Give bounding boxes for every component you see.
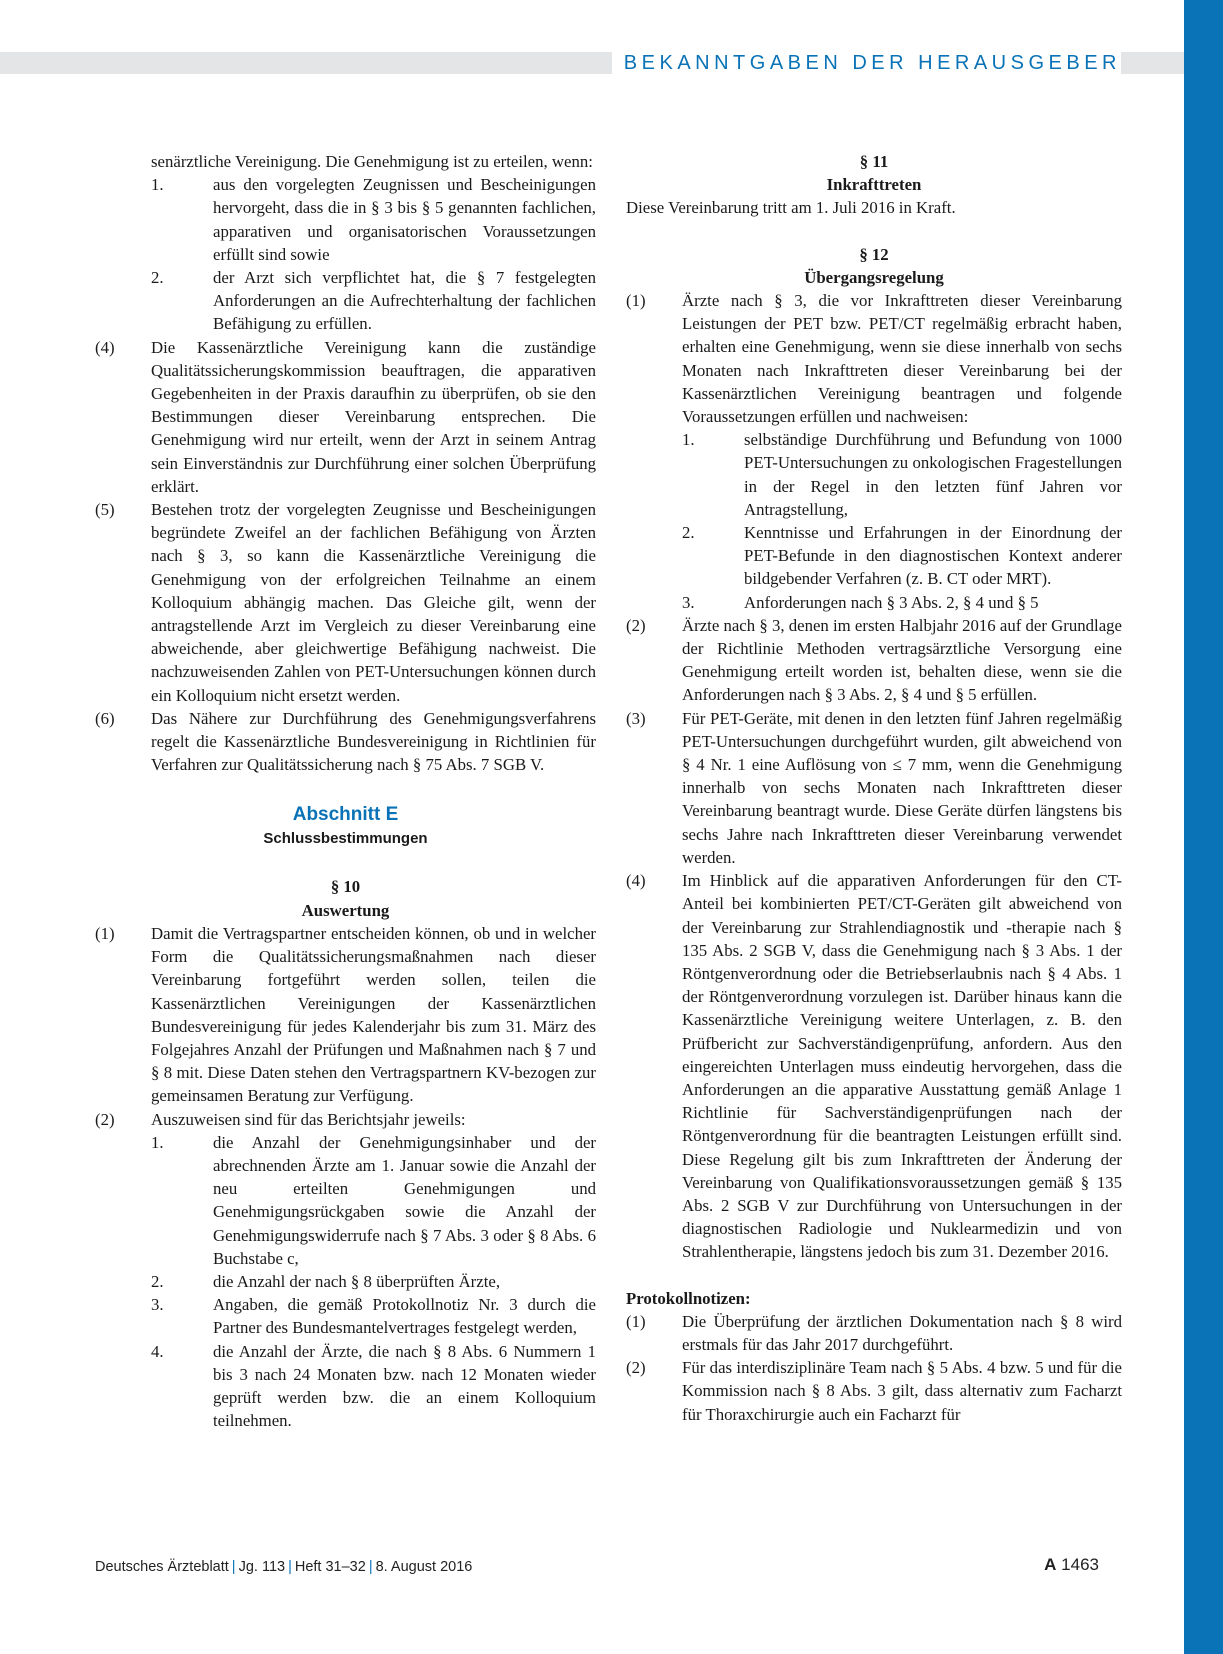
list-text: die Anzahl der Ärzte, die nach § 8 Abs. 6 Nummern 1 bis 3 nach 24 Monaten bzw. nach 12 Monaten wieder geprüft werden bzw. die an einem Kolloquium teilnehmen. [213, 1341, 596, 1431]
intro-list [151, 173, 596, 335]
paragraph [626, 289, 1122, 428]
paragraph-number: (2) [626, 1358, 646, 1378]
paragraph-text: Ärzte nach § 3, die vor Inkrafttreten dieser Vereinbarung Leistungen der PET bzw. PET/CT regelmäßig erbracht haben, erhalten eine Genehmigung, wenn sie diese innerhalb von sechs Monaten nach Inkrafttreten dieser Vereinbarung bei der Kassenärztlichen Vereinigung beantragen und folgende Voraussetzungen erfüllen und nachweisen: [682, 291, 1122, 427]
page-footer: Deutsches Ärzteblatt | Jg. 113 | Heft 31–32 | 8. August 2016 [95, 1559, 473, 1575]
list-item [682, 521, 1122, 591]
list-item [151, 173, 596, 266]
section-title: Abschnitt E [292, 804, 399, 826]
page-number [1044, 1553, 1099, 1576]
paragraph-text: Die Überprüfung der ärztlichen Dokumentation nach § 8 wird erstmals für das Jahr 2017 durchgeführt. [682, 1311, 1122, 1354]
paragraph-number: (6) [95, 708, 115, 728]
list-text: die Anzahl der nach § 8 überprüften Ärzte, [213, 1271, 501, 1291]
list-number: 2. [151, 268, 164, 288]
protocol-notes-title: Protokollnotizen: [626, 1288, 751, 1308]
page-number-value: 1463 [1061, 1555, 1099, 1574]
paragraph-text: Das Nähere zur Durchführung des Genehmigungsverfahrens regelt die Kassenärztliche Bundesvereinigung in Richtlinien für Verfahren zur Qualitätssicherung nach § 75 Abs. 7 SGB V. [151, 708, 596, 775]
paragraph-number: (2) [626, 615, 646, 635]
numbered-list [682, 428, 1122, 614]
paragraph-number: (1) [95, 923, 115, 943]
paragraph-text: Bestehen trotz der vorgelegten Zeugnisse und Bescheinigungen begründete Zweifel an der fachlichen Befähigung von Ärzten nach § 3, so kann die Kassenärztliche Vereinigung die Genehmigung von der erfolgreichen Teilnahme an einem Kolloquium abhängig machen. Das Gleiche gilt, wenn der antragstellende Arzt im Vergleich zu dieser Vereinbarung eine abweichende, aber gleichwertige Befähigung nachweist. Die nachzuweisenden Zahlen von PET-Untersuchungen können durch ein Kolloquium nicht ersetzt werden. [151, 500, 596, 705]
list-item [682, 428, 1122, 521]
list-text: Angaben, die gemäß Protokollnotiz Nr. 3 durch die Partner des Bundesmantelvertrages festgelegt werden, [213, 1295, 596, 1338]
paragraph-number: (4) [95, 337, 115, 357]
section-subtitle: Schlussbestimmungen [263, 830, 428, 848]
list-text: selbständige Durchführung und Befundung von 1000 PET-Untersuchungen zu onkologischen Fragestellungen in der Regel in den letzten fünf Jahren vor Antragstellung, [744, 430, 1122, 519]
paragraph-text: Diese Vereinbarung tritt am 1. Juli 2016 in Kraft. [626, 198, 956, 218]
numbered-list [151, 1131, 596, 1433]
list-item [151, 1131, 596, 1270]
paragraph-text: Damit die Vertragspartner entscheiden können, ob und in welcher Form die Qualitätssicherungsmaßnahmen nach dieser Vereinbarung fortgeführt werden sollen, teilen die Kassenärztlichen Vereinigungen der Kassenärztlichen Bundesvereinigung für jedes Kalenderjahr bis zum 31. März des Folgejahres Anzahl der Prüfungen und Maßnahmen nach § 7 und § 8 mit. Diese Daten stehen den Vertragspartnern KV-bezogen zur gemeinsamen Beratung zur Verfügung. [151, 923, 596, 1106]
list-number: 3. [682, 592, 695, 612]
list-number: 1. [151, 1132, 164, 1152]
list-number: 3. [151, 1295, 164, 1315]
list-text: aus den vorgelegten Zeugnissen und Bescheinigungen hervorgeht, dass die in § 3 bis § 5 genannten fachlichen, apparativen und organisatorischen Voraussetzungen erfüllt sind sowie [213, 175, 596, 264]
paragraph [626, 614, 1122, 707]
paragraph-number: (3) [626, 708, 646, 728]
paragraph-heading-title: Übergangsregelung [804, 267, 944, 287]
list-number: 1. [682, 430, 695, 450]
list-number: 1. [151, 175, 164, 195]
paragraph-text: Für PET-Geräte, mit denen in den letzten fünf Jahren regelmäßig PET-Untersuchungen durchgeführt wurden, gilt abweichend von § 4 Nr. 1 eine Auflösung von ≤ 7 mm, wenn die Genehmigung innerhalb von sechs Monaten nach Inkrafttreten dieser Vereinbarung beantragt wurde. Diese Geräte dürfen längstens bis sechs Jahre nach Inkrafttreten dieser Vereinbarung verwendet werden. [682, 708, 1122, 867]
paragraph-heading-number: § 12 [859, 244, 889, 264]
left-column [95, 150, 596, 1432]
list-item [151, 1340, 596, 1433]
list-item [682, 591, 1122, 614]
side-accent-bar [1184, 0, 1223, 1654]
publication-date: 8. August 2016 [375, 1559, 473, 1575]
paragraph-number: (1) [626, 1311, 646, 1331]
right-column [626, 150, 1122, 1426]
paragraph [95, 1108, 596, 1131]
paragraph [626, 869, 1122, 1263]
paragraph-number: (1) [626, 291, 646, 311]
paragraph-number: (5) [95, 500, 115, 520]
list-text: Kenntnisse und Erfahrungen in der Einordnung der PET-Befunde in den diagnostischen Kontext anderer bildgebender Verfahren (z. B. CT oder MRT). [744, 523, 1122, 589]
list-number: 2. [151, 1271, 164, 1291]
paragraph [95, 707, 596, 777]
paragraph-text: Auszuweisen sind für das Berichtsjahr jeweils: [151, 1109, 466, 1129]
list-number: 4. [151, 1341, 164, 1361]
journal-volume: Jg. 113 [238, 1559, 286, 1575]
list-text: die Anzahl der Genehmigungsinhaber und der abrechnenden Ärzte am 1. Januar sowie die Anzahl der neu erteilten Genehmigungen und Genehmigungsrückgaben sowie die Anzahl der Genehmigungswiderrufe nach § 7 Abs. 3 oder § 8 Abs. 6 Buchstabe c, [213, 1132, 596, 1268]
paragraph-heading-title: Auswertung [301, 900, 390, 920]
list-number: 2. [682, 523, 695, 543]
paragraph [626, 1310, 1122, 1356]
paragraph-heading-title: Inkrafttreten [826, 175, 922, 195]
paragraph-heading-number: § 11 [859, 152, 889, 171]
intro-text: senärztliche Vereinigung. Die Genehmigung ist zu erteilen, wenn: [151, 152, 593, 171]
paragraph [95, 336, 596, 498]
paragraph [626, 1356, 1122, 1426]
journal-name: Deutsches Ärzteblatt [95, 1559, 229, 1575]
list-text: der Arzt sich verpflichtet hat, die § 7 festgelegten Anforderungen an die Aufrechterhaltung der fachlichen Befähigung zu erfüllen. [213, 268, 596, 334]
journal-issue: Heft 31–32 [294, 1559, 366, 1575]
list-item [151, 1270, 596, 1293]
list-item [151, 1293, 596, 1339]
paragraph-text: Die Kassenärztliche Vereinigung kann die zuständige Qualitätssicherungskommission beauftragen, die apparativen Gegebenheiten in der Praxis daraufhin zu überprüfen, ob sie den Bestimmungen dieser Vereinbarung entsprechen. Die Genehmigung wird nur erteilt, wenn der Arzt in seinem Antrag sein Einverständnis zur Durchführung einer solchen Überprüfung erklärt. [151, 337, 596, 496]
paragraph-number: (4) [626, 871, 646, 891]
section-header-title: BEKANNTGABEN DER HERAUSGEBER [612, 50, 1121, 76]
paragraph [95, 498, 596, 707]
paragraph-text: Im Hinblick auf die apparativen Anforderungen für den CT-Anteil bei kombinierten PET/CT-Geräten gilt abweichend von der Vereinbarung zur Strahlendiagnostik und -therapie nach § 135 Abs. 2 SGB V, dass die Genehmigung nach § 3 Abs. 1 der Röntgenverordnung oder die Betriebserlaubnis nach § 4 Abs. 1 der Röntgenverordnung vorzulegen ist. Darüber hinaus kann die Kassenärztliche Vereinigung weitere Unterlagen, z. B. den Prüfbericht zur Sachverständigenprüfung, anfordern. Aus den eingereichten Unterlagen muss eindeutig hervorgehen, dass die Anforderungen an die apparative Ausstattung gemäß Anlage 1 Richtlinie für Sachverständigenprüfungen nach der Röntgenverordnung für die beantragten Leistungen erfüllt sind. Diese Regelung gilt bis zum Inkrafttreten der Änderung der Vereinbarung von Qualifikationsvoraussetzungen gemäß § 135 Abs. 2 SGB V zur Durchführung von Untersuchungen in der diagnostischen Radiologie und Nuklearmedizin und von Strahlentherapie, längstens jedoch bis zum 31. Dezember 2016. [682, 871, 1122, 1262]
paragraph [626, 707, 1122, 869]
paragraph-text: Ärzte nach § 3, denen im ersten Halbjahr 2016 auf der Grundlage der Richtlinie Methoden vertragsärztliche Versorgung eine Genehmigung erteilt worden ist, behalten diese, wenn sie die Anforderungen nach § 3 Abs. 2, § 4 und § 5 erfüllen. [682, 615, 1122, 705]
list-item [151, 266, 596, 336]
paragraph-heading-number: § 10 [330, 877, 361, 897]
list-text: Anforderungen nach § 3 Abs. 2, § 4 und § 5 [744, 592, 1039, 612]
paragraph [95, 922, 596, 1108]
paragraph-text: Für das interdisziplinäre Team nach § 5 Abs. 4 bzw. 5 und für die Kommission nach § 8 Abs. 3 gilt, dass alternativ zum Facharzt für Thoraxchirurgie auch ein Facharzt für [682, 1358, 1122, 1424]
paragraph-number: (2) [95, 1109, 115, 1129]
page-prefix: A [1044, 1555, 1057, 1574]
